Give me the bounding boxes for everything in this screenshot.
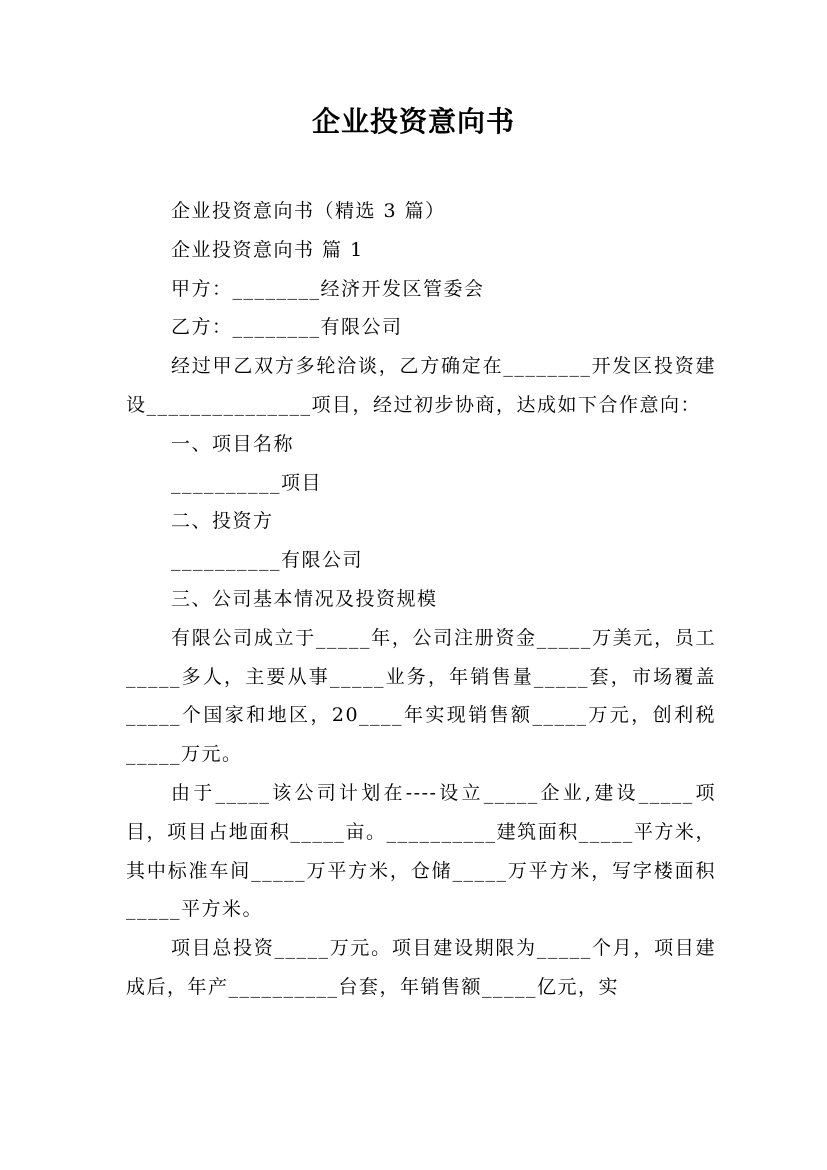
investment-paragraph: 项目总投资_____万元。项目建设期限为_____个月，项目建成后，年产__________台套，年销售额_____亿元，实 [126, 937, 716, 998]
heading-investor: 二、投资方 [171, 510, 274, 533]
document-title: 企业投资意向书 [311, 105, 515, 138]
company-info-paragraph: 有限公司成立于_____年，公司注册资金_____万美元，员工_____多人，主要从事_____业务，年销售量_____套，市场覆盖_____个国家和地区，20____年实现销售额_____万元，创利税_____万元。 [126, 626, 716, 766]
subtitle-paragraph: 企业投资意向书（精选 3 篇） [171, 200, 446, 222]
party-a-line: 甲方：________经济开发区管委会 [171, 277, 485, 300]
party-b-line: 乙方：________有限公司 [171, 316, 403, 339]
section-heading-part-1: 企业投资意向书 篇 1 [171, 238, 364, 261]
intro-paragraph: 经过甲乙双方多轮洽谈，乙方确定在________开发区投资建设_______________项目，经过初步协商，达成如下合作意向： [126, 355, 716, 416]
project-name-line: __________项目 [171, 471, 323, 494]
heading-company-info: 三、公司基本情况及投资规模 [171, 587, 438, 610]
document-body [126, 192, 716, 1007]
heading-project-name: 一、项目名称 [171, 432, 295, 455]
construction-paragraph: 由于_____该公司计划在----设立_____企业,建设_____项目，项目占地面积_____亩。__________建筑面积_____平方米，其中标准车间_____万平方米，仓储_____万平方米，写字楼面积_____平方米。 [126, 781, 716, 921]
investor-line: __________有限公司 [171, 549, 364, 572]
